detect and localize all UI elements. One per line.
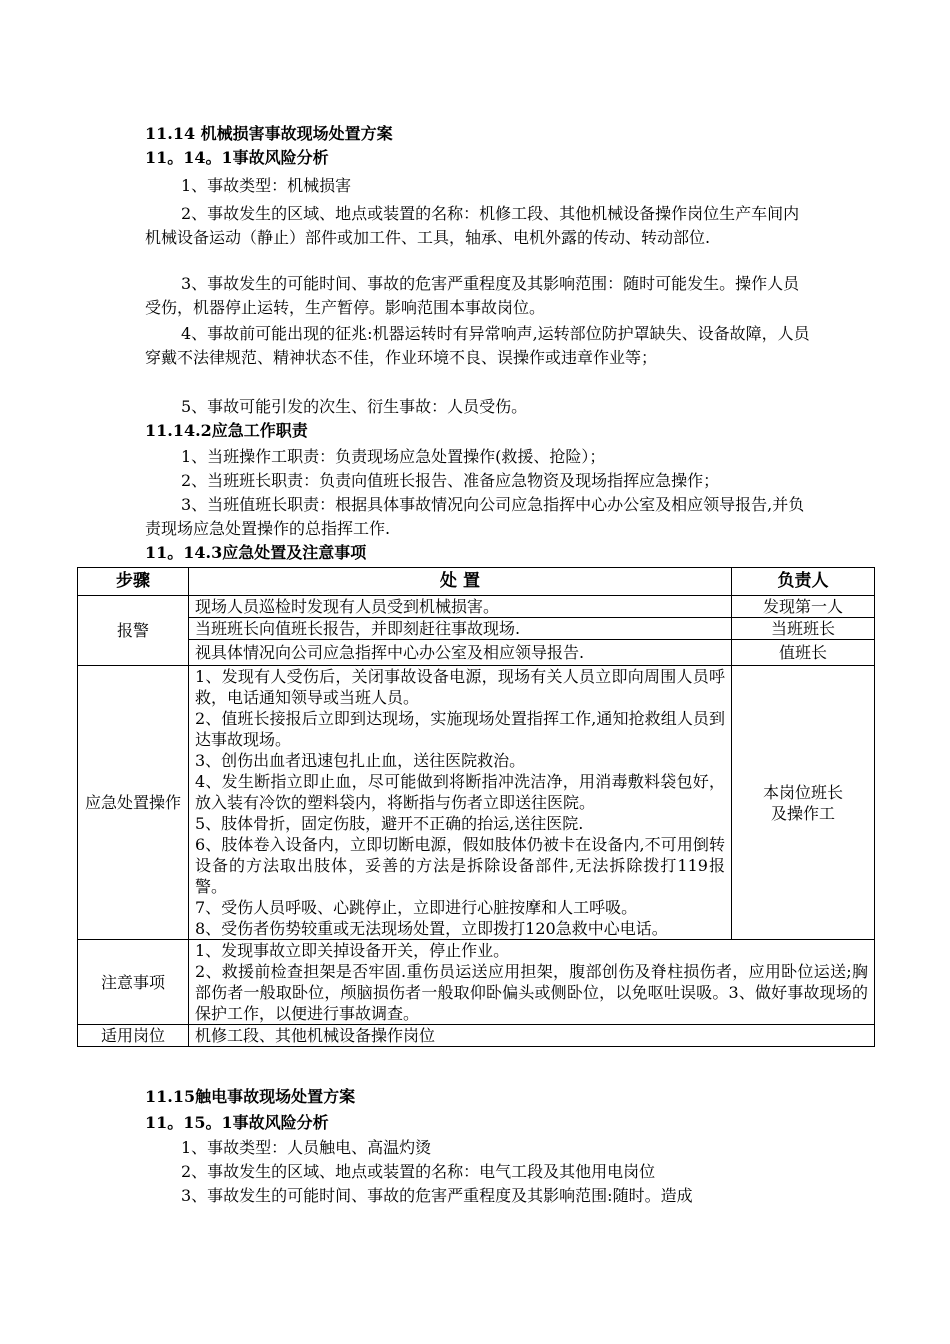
duty-item-2: 2、当班班长职责：负责向值班长报告、准备应急物资及现场指挥应急操作；	[181, 471, 720, 490]
risk-item-11-15-1: 1、事故类型：人员触电、高温灼烫	[181, 1138, 432, 1157]
duty-heading: 11.14.2应急工作职责	[145, 421, 308, 440]
header-step: 步骤	[78, 568, 189, 596]
table-row	[78, 666, 875, 940]
risk-analysis-heading-11-15: 11。15。1事故风险分析	[145, 1113, 329, 1132]
alarm-owner-3: 值班长	[732, 640, 875, 666]
alarm-step-cell: 报警	[78, 596, 189, 666]
notes-item-2: 2、救援前检查担架是否牢固.重伤员运送应用担架，腹部创伤及脊柱损伤者，应用卧位运送;胸部伤者一般取卧位，颅脑损伤者一般取仰卧偏头或侧卧位，以免呕吐误吸。3、做好事故现场的保护工作，以便进行事故调查。	[195, 962, 868, 1023]
emergency-item-2: 2、值班长接报后立即到达现场，实施现场处置指挥工作,通知抢救组人员到达事故现场。	[195, 709, 725, 749]
alarm-action-2: 当班班长向值班长报告，并即刻赶往事故现场.	[189, 618, 732, 640]
table-row	[78, 596, 875, 618]
measure-heading: 11。14.3应急处置及注意事项	[145, 543, 367, 562]
emergency-step-cell: 应急处置操作	[78, 666, 189, 940]
table-row	[78, 940, 875, 1025]
alarm-action-1: 现场人员巡检时发现有人员受到机械损害。	[189, 596, 732, 618]
alarm-action-3: 视具体情况向公司应急指挥中心办公室及相应领导报告.	[189, 640, 732, 666]
emergency-item-4: 4、发生断指立即止血，尽可能做到将断指冲洗洁净，用消毒敷料袋包好，放入装有冷饮的塑料袋内，将断指与伤者立即送往医院。	[195, 772, 725, 812]
emergency-item-7: 7、受伤人员呼吸、心跳停止，立即进行心脏按摩和人工呼吸。	[195, 898, 638, 917]
risk-item-11-15-2: 2、事故发生的区域、地点或装置的名称：电气工段及其他用电岗位	[181, 1162, 656, 1181]
risk-item-1: 1、事故类型：机械损害	[181, 176, 352, 195]
header-owner: 负责人	[732, 568, 875, 596]
notes-item-1: 1、发现事故立即关掉设备开关，停止作业。	[195, 941, 510, 960]
emergency-item-5: 5、肢体骨折，固定伤肢，避开不正确的抬运,送往医院.	[195, 814, 584, 833]
emergency-action-cell	[189, 666, 732, 940]
emergency-item-1: 1、发现有人受伤后，关闭事故设备电源，现场有关人员立即向周围人员呼救，电话通知领导或当班人员。	[195, 667, 725, 707]
risk-analysis-heading: 11。14。1事故风险分析	[145, 148, 329, 167]
emergency-item-8: 8、受伤者伤势较重或无法现场处置，立即拨打120急救中心电话。	[195, 919, 668, 938]
duty-item-1: 1、当班操作工职责：负责现场应急处置操作(救援、抢险）；	[181, 447, 606, 466]
table-row	[78, 640, 875, 666]
table-row	[78, 618, 875, 640]
alarm-owner-2: 当班班长	[732, 618, 875, 640]
section-title-11-14: 11.14 机械损害事故现场处置方案	[145, 124, 393, 143]
notes-content-cell	[189, 940, 875, 1025]
table-header-row	[78, 568, 875, 596]
emergency-plan-table	[77, 567, 875, 1047]
emergency-owner-cell: 本岗位班长及操作工	[732, 666, 875, 940]
posts-step-cell: 适用岗位	[78, 1025, 189, 1047]
header-action: 处 置	[189, 568, 732, 596]
alarm-owner-1: 发现第一人	[732, 596, 875, 618]
risk-item-5: 5、事故可能引发的次生、衍生事故：人员受伤。	[181, 397, 528, 416]
duty-item-3: 3、当班值班长职责：根据具体事故情况向公司应急指挥中心办公室及相应领导报告,并负责现场应急处置操作的总指挥工作.	[145, 495, 805, 538]
risk-item-2: 2、事故发生的区域、地点或装置的名称：机修工段、其他机械设备操作岗位生产车间内机械设备运动（静止）部件或加工件、工具，轴承、电机外露的传动、转动部位.	[145, 204, 800, 247]
posts-value-cell: 机修工段、其他机械设备操作岗位	[189, 1025, 875, 1047]
section-title-11-15: 11.15触电事故现场处置方案	[145, 1087, 356, 1106]
risk-item-4: 4、事故前可能出现的征兆:机器运转时有异常响声,运转部位防护罩缺失、设备故障，人员穿戴不法律规范、精神状态不佳，作业环境不良、误操作或违章作业等；	[145, 324, 810, 367]
emergency-item-3: 3、创伤出血者迅速包扎止血，送往医院救治。	[195, 751, 526, 770]
notes-step-cell: 注意事项	[78, 940, 189, 1025]
risk-item-3: 3、事故发生的可能时间、事故的危害严重程度及其影响范围：随时可能发生。操作人员受伤，机器停止运转，生产暂停。影响范围本事故岗位。	[145, 274, 800, 317]
table-row	[78, 1025, 875, 1047]
emergency-item-6: 6、肢体卷入设备内，立即切断电源，假如肢体仍被卡在设备内,不可用倒转设备的方法取出肢体，妥善的方法是拆除设备部件,无法拆除拨打119报警。	[195, 835, 725, 896]
risk-item-11-15-3: 3、事故发生的可能时间、事故的危害严重程度及其影响范围:随时。造成	[181, 1186, 693, 1205]
